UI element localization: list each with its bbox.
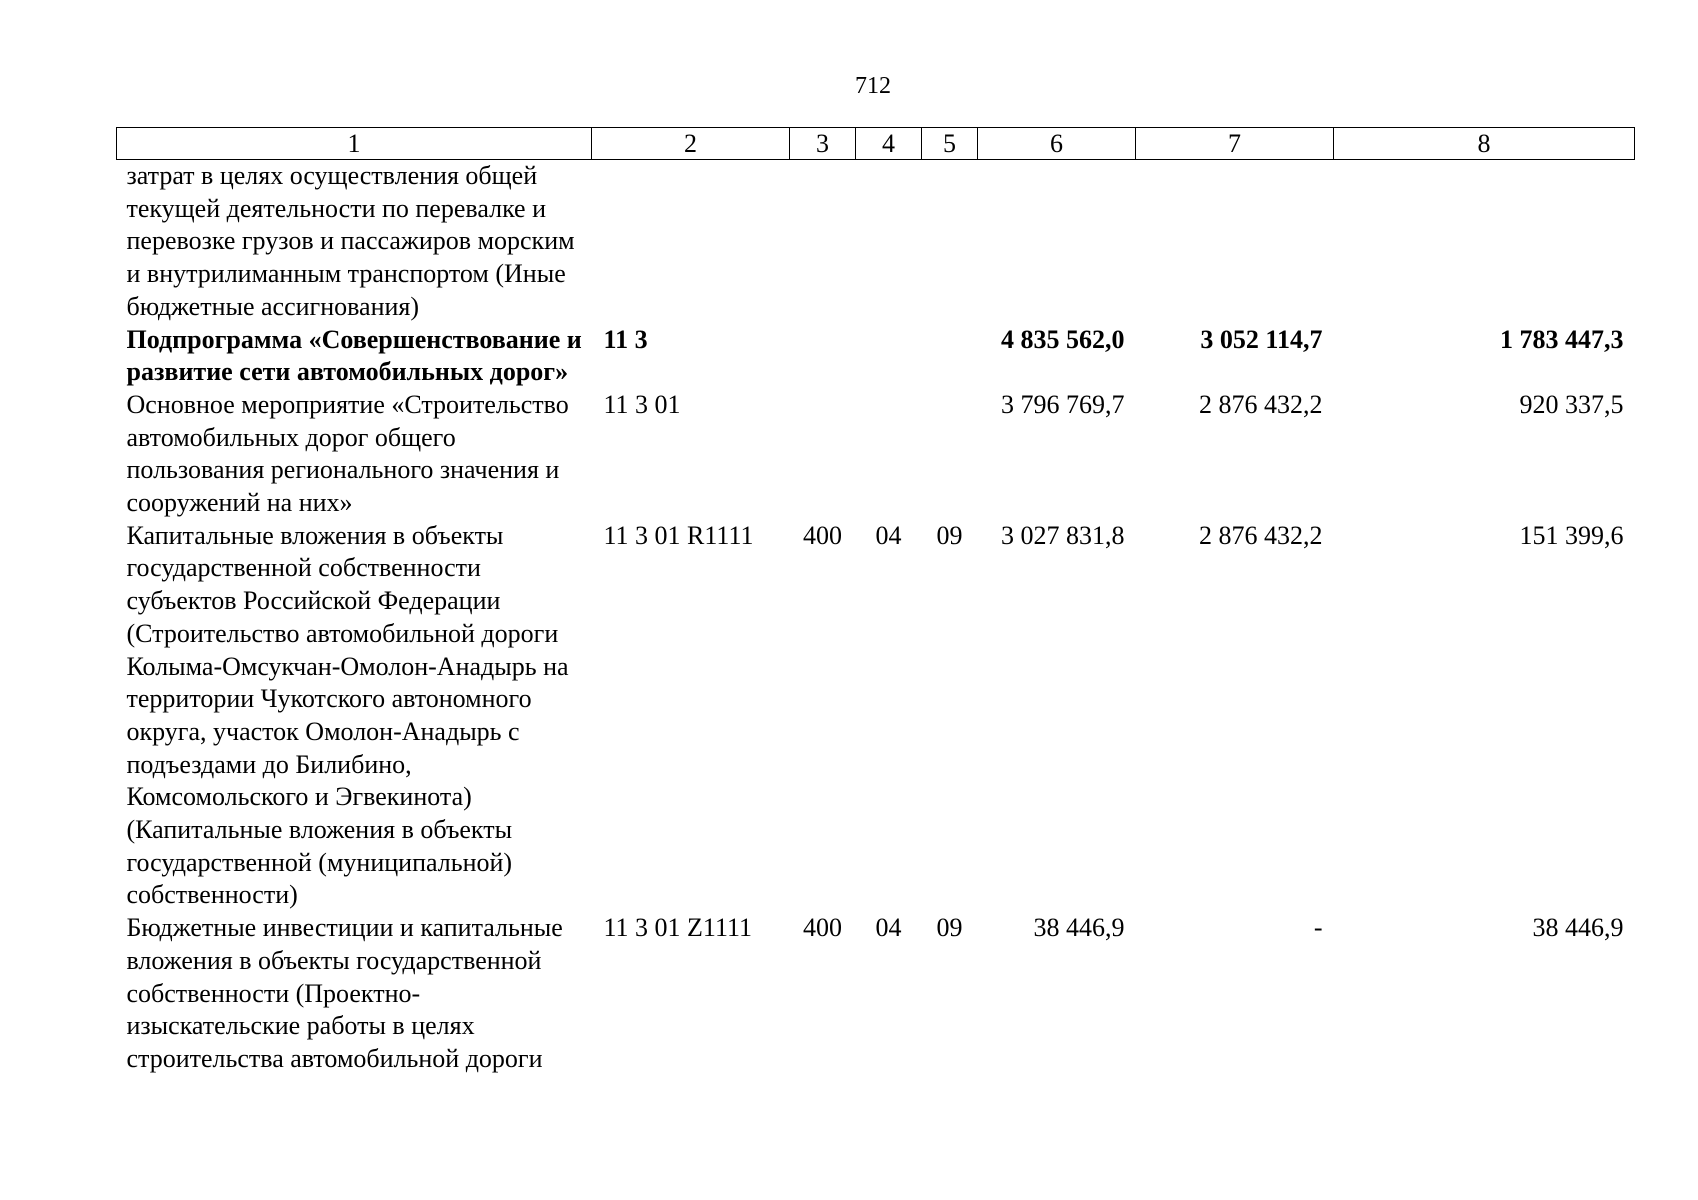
column-header-8: 8 [1334,128,1635,160]
row-expense-type: 400 [803,520,842,550]
table-row [117,912,1635,1076]
column-header-4: 4 [856,128,922,160]
row-subsection [922,160,978,324]
column-number-header-row [117,128,1635,160]
row-regional: 38 446,9 [1532,913,1624,943]
table-row [117,520,1635,912]
row-section: 04 [875,913,902,943]
row-code: 11 3 [603,324,648,354]
row-code: 11 3 01 Z1111 [603,913,753,943]
row-regional [1334,160,1635,324]
row-expense-type [790,324,856,389]
row-expense-type: 400 [803,913,842,943]
row-total: 3 027 831,8 [1001,520,1125,550]
page-number: 712 [855,73,891,99]
column-header-5: 5 [922,128,978,160]
column-header-2: 2 [592,128,790,160]
row-name: Капитальные вложения в объекты государственной собственности субъектов Российской Федерации (Строительство автомобильной дороги Колыма-Омсукчан-Омолон-Анадырь на территории Чукотского автономного округа, участок Омолон-Анадырь с подъездами до Билибино, Комсомольского и Эгвекинота) (Капитальные вложения в объекты государственной (муниципальной) собственности) [126,520,569,910]
row-federal: 2 876 432,2 [1199,389,1323,419]
column-header-1: 1 [117,128,592,160]
row-name: Основное мероприятие «Строительство автомобильных дорог общего пользования регионального значения и сооружений на них» [126,389,569,518]
row-name: затрат в целях осуществления общей текущей деятельности по перевалке и перевозке грузов и пассажиров морским и внутрилиманным транспортом (Иные бюджетные ассигнования) [126,161,575,321]
table-row-subprogram [117,324,1635,389]
row-federal: 3 052 114,7 [1200,324,1323,354]
row-code: 11 3 01 R1111 [603,520,754,550]
row-name: Бюджетные инвестиции и капитальные вложения в объекты государственной собственности (Проектно-изыскательские работы в целях строительства автомобильной дороги [126,913,563,1073]
row-regional: 151 399,6 [1519,520,1624,550]
row-federal: 2 876 432,2 [1199,520,1323,550]
row-total: 3 796 769,7 [1001,389,1125,419]
row-total: 38 446,9 [1033,913,1125,943]
row-subsection: 09 [936,520,963,550]
row-name: Подпрограмма «Совершенствование и развитие сети автомобильных дорог» [126,324,582,387]
row-regional: 1 783 447,3 [1500,324,1624,354]
column-header-7: 7 [1136,128,1334,160]
column-header-3: 3 [790,128,856,160]
row-regional: 920 337,5 [1519,389,1624,419]
row-expense-type [790,160,856,324]
row-subsection [922,389,978,520]
row-expense-type [790,389,856,520]
row-federal: - [1313,913,1323,943]
table-row [117,160,1635,324]
row-code: 11 3 01 [603,389,681,419]
row-section: 04 [875,520,902,550]
table-row [117,389,1635,520]
row-code [592,160,790,324]
row-subsection [922,324,978,389]
budget-table [116,127,1635,1076]
row-federal [1136,160,1334,324]
row-section [856,160,922,324]
row-section [856,389,922,520]
row-total: 4 835 562,0 [1001,324,1125,354]
column-header-6: 6 [978,128,1136,160]
row-subsection: 09 [936,913,963,943]
row-total [978,160,1136,324]
row-section [856,324,922,389]
